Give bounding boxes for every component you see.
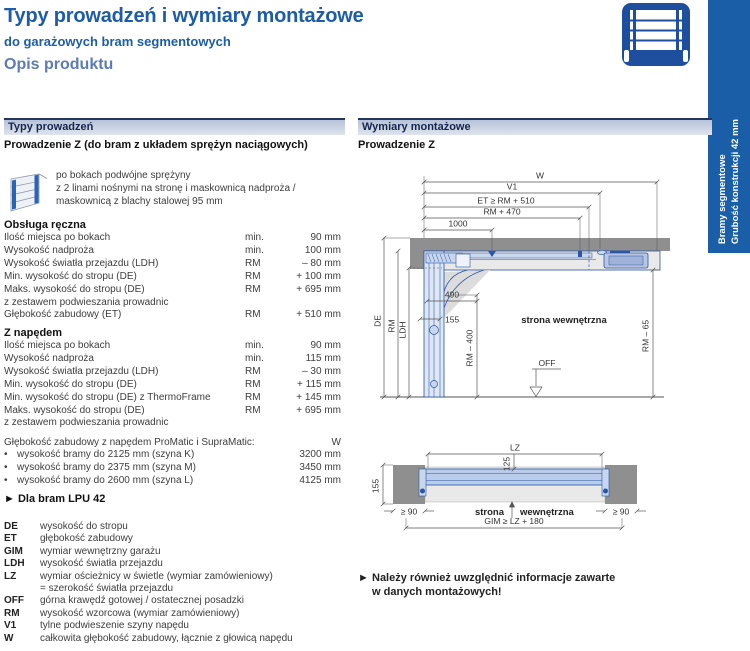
table-row xyxy=(4,245,341,258)
lpu-note xyxy=(4,493,105,505)
note-line1: Należy również uwzględnić informacje zawarte xyxy=(372,572,616,584)
row-basis: RM xyxy=(245,270,261,282)
depth-label: Głębokość zabudowy z napędem ProMatic i SupraMatic: xyxy=(4,437,255,448)
dim-490: 490 xyxy=(444,289,460,300)
dim-ldh: LDH xyxy=(397,321,408,339)
legend-abbr: W xyxy=(4,632,14,644)
table-row xyxy=(4,366,341,379)
row-label: Min. wysokość do stropu (DE) xyxy=(4,378,137,390)
item-value: 3200 mm xyxy=(299,449,341,460)
item-label: wysokość bramy do 2125 mm (szyna K) xyxy=(17,449,195,460)
bullet-icon: • xyxy=(4,449,8,460)
legend-row xyxy=(4,521,341,533)
legend-abbr: LZ xyxy=(4,570,17,582)
dim-155: 155 xyxy=(445,314,460,325)
plan-view-drawing xyxy=(356,440,708,557)
legend-row xyxy=(4,620,341,632)
list-item xyxy=(4,475,341,488)
list-item xyxy=(4,462,341,475)
table-row xyxy=(4,379,341,392)
item-value: 3450 mm xyxy=(299,461,341,473)
table-row xyxy=(4,258,341,271)
legend-desc: górna krawędź gotowej / ostatecznej posadzki xyxy=(40,595,245,607)
dim-ge90-right: ≥ 90 xyxy=(612,506,630,517)
intro-text xyxy=(56,167,296,218)
row-basis: RM xyxy=(245,257,261,269)
row-label: Ilość miejsca po bokach xyxy=(4,340,111,351)
legend-abbr xyxy=(4,583,40,595)
manual-title: Obsługa ręczna xyxy=(4,219,86,231)
legend-abbr: OFF xyxy=(4,595,24,607)
edge-tab-text xyxy=(716,119,742,244)
right-section-bar: Wymiary montażowe xyxy=(358,118,712,135)
dimension-lines xyxy=(382,176,660,399)
right-heading: Prowadzenie Z xyxy=(358,139,436,151)
side-section-drawing xyxy=(356,158,708,415)
dim-de: DE xyxy=(372,315,383,327)
row-value xyxy=(289,297,341,310)
dim-gim: GIM ≥ LZ + 180 xyxy=(484,516,544,526)
dim-1000: 1000 xyxy=(448,218,468,229)
row-value: 115 mm xyxy=(305,352,341,364)
legend-desc: = szerokość światła przejazdu xyxy=(40,583,174,595)
row-basis: RM xyxy=(245,391,261,403)
left-heading: Prowadzenie Z (do bram z układem sprężyn naciągowych) xyxy=(4,139,308,151)
table-row xyxy=(4,340,341,353)
manual-table xyxy=(4,232,341,322)
row-label: Wysokość światła przejazdu (LDH) xyxy=(4,257,159,269)
row-value xyxy=(289,417,341,430)
dim-rm470: RM + 470 xyxy=(483,206,521,217)
row-basis: RM xyxy=(245,365,261,377)
legend-abbr: V1 xyxy=(4,620,17,632)
row-basis: RM xyxy=(245,404,261,416)
legend-row xyxy=(4,633,341,645)
edge-tab xyxy=(708,0,750,253)
legend-block xyxy=(4,521,341,645)
table-row xyxy=(4,309,341,322)
row-label: Min. wysokość do stropu (DE) xyxy=(4,270,137,282)
depth-value: W xyxy=(331,437,341,448)
row-value: + 695 mm xyxy=(296,404,341,416)
mounting-note xyxy=(358,571,615,599)
legend-row xyxy=(4,533,341,545)
row-basis: RM xyxy=(245,378,261,390)
legend-row xyxy=(4,558,341,570)
table-row xyxy=(4,417,341,430)
legend-row xyxy=(4,595,341,607)
row-label: Min. wysokość do stropu (DE) z ThermoFrame xyxy=(4,391,211,403)
dim-ge90-left: ≥ 90 xyxy=(400,506,418,517)
row-value: + 510 mm xyxy=(296,309,341,321)
row-basis xyxy=(245,297,289,310)
bullet-icon: • xyxy=(4,461,8,473)
list-item xyxy=(4,449,341,462)
item-label: wysokość bramy do 2600 mm (szyna L) xyxy=(17,474,194,486)
row-value: 90 mm xyxy=(310,232,341,243)
legend-row xyxy=(4,608,341,620)
table-row xyxy=(4,353,341,366)
table-row xyxy=(4,284,341,297)
dim-125: 125 xyxy=(501,456,512,472)
lpu-note-text: Dla bram LPU 42 xyxy=(17,493,106,505)
dim-et: ET ≥ RM + 510 xyxy=(477,195,535,206)
legend-desc: wymiar ościeżnicy w świetle (wymiar zamówieniowy) xyxy=(40,570,273,582)
row-basis xyxy=(245,417,289,430)
row-basis: RM xyxy=(245,283,261,295)
legend-row xyxy=(4,571,341,583)
table-row xyxy=(4,232,341,245)
vertical-frame xyxy=(424,251,444,397)
inner-side-label: strona wewnętrzna xyxy=(521,315,607,326)
row-label: Maks. wysokość do stropu (DE) xyxy=(4,283,145,295)
arrow-marker-icon: ► xyxy=(358,572,369,584)
intro-block xyxy=(4,167,345,218)
row-label: Maks. wysokość do stropu (DE) xyxy=(4,404,145,416)
left-section-bar: Typy prowadzeń xyxy=(4,118,345,135)
legend-desc: wysokość światła przejazdu xyxy=(40,558,163,570)
row-label: Wysokość światła przejazdu (LDH) xyxy=(4,365,159,377)
arrow-marker-icon: ► xyxy=(4,493,15,505)
note-indent xyxy=(358,585,372,599)
row-basis: min. xyxy=(245,340,264,351)
intro-line3: maskownicą z blachy stalowej 95 mm xyxy=(56,196,223,207)
legend-abbr: GIM xyxy=(4,545,23,557)
note-line2: w danych montażowych! xyxy=(372,586,502,598)
row-value: 90 mm xyxy=(310,340,341,351)
depth-block xyxy=(4,436,341,488)
bullet-icon: • xyxy=(4,474,8,486)
spring-pictogram xyxy=(4,167,48,218)
depth-header xyxy=(4,436,341,449)
legend-desc: wymiar wewnętrzny garażu xyxy=(40,545,161,557)
legend-abbr: ET xyxy=(4,533,17,545)
row-label: Wysokość nadproża xyxy=(4,244,94,256)
row-label: Głębokość zabudowy (ET) xyxy=(4,309,122,321)
table-row xyxy=(4,405,341,418)
row-basis: RM xyxy=(245,309,261,321)
table-row xyxy=(4,297,341,310)
row-label: z zestawem podwieszania prowadnic xyxy=(4,417,169,429)
legend-row xyxy=(4,583,341,595)
inner-side-label-1: strona xyxy=(474,507,504,518)
dim-w: W xyxy=(535,170,545,181)
row-value: – 30 mm xyxy=(302,365,341,377)
table-row xyxy=(4,271,341,284)
row-value: – 80 mm xyxy=(302,257,341,269)
legend-desc: wysokość do stropu xyxy=(40,521,128,532)
legend-desc: całkowita głębokość zabudowy, łącznie z głowicą napędu xyxy=(40,632,293,644)
dim-rm400: RM – 400 xyxy=(464,329,475,367)
legend-desc: wysokość wzorcowa (wymiar zamówieniowy) xyxy=(40,607,240,619)
item-value: 4125 mm xyxy=(299,474,341,486)
legend-row xyxy=(4,546,341,558)
edge-tab-line2: Grubość konstrukcji 42 mm xyxy=(730,118,741,244)
legend-abbr: LDH xyxy=(4,558,25,570)
legend-abbr: DE xyxy=(4,521,18,532)
row-value: + 115 mm xyxy=(297,378,341,390)
sectional-door-icon xyxy=(622,3,690,74)
row-value: + 695 mm xyxy=(296,283,341,295)
row-value: 100 mm xyxy=(304,244,341,256)
operator-head xyxy=(604,251,648,269)
inner-side-label-2: wewnętrzna xyxy=(520,507,574,518)
row-label: Wysokość nadproża xyxy=(4,352,94,364)
intro-line1: po bokach podwójne sprężyny xyxy=(56,170,191,181)
dim-v1: V1 xyxy=(506,181,518,192)
legend-desc: tylne podwieszenie szyny napędu xyxy=(40,620,189,632)
intro-line2: z 2 linami nośnymi na stronę i maskownicą nadproża / xyxy=(56,183,296,194)
dim-lz: LZ xyxy=(510,442,520,453)
row-basis: min. xyxy=(245,244,264,256)
row-value: + 145 mm xyxy=(296,391,341,403)
edge-tab-line1: Bramy segmentowe xyxy=(717,154,728,244)
legend-desc: głębokość zabudowy xyxy=(40,533,133,545)
row-label: Ilość miejsca po bokach xyxy=(4,232,111,243)
row-basis: min. xyxy=(245,232,264,243)
row-basis: min. xyxy=(245,352,264,364)
row-value: + 100 mm xyxy=(296,270,341,282)
legend-abbr: RM xyxy=(4,607,20,619)
table-row xyxy=(4,392,341,405)
page-title: Typy prowadzeń i wymiary montażowe xyxy=(4,5,364,27)
item-label: wysokość bramy do 2375 mm (szyna M) xyxy=(17,461,196,473)
off-label: OFF xyxy=(538,358,556,368)
page-subtitle: do garażowych bram segmentowych xyxy=(4,34,231,49)
drive-table xyxy=(4,340,341,430)
dim-155: 155 xyxy=(370,478,381,494)
section-heading: Opis produktu xyxy=(4,56,114,73)
dim-rm: RM xyxy=(386,319,397,333)
dim-rm65: RM – 65 xyxy=(640,319,651,353)
row-label: z zestawem podwieszania prowadnic xyxy=(4,296,169,308)
drive-title: Z napędem xyxy=(4,327,63,339)
